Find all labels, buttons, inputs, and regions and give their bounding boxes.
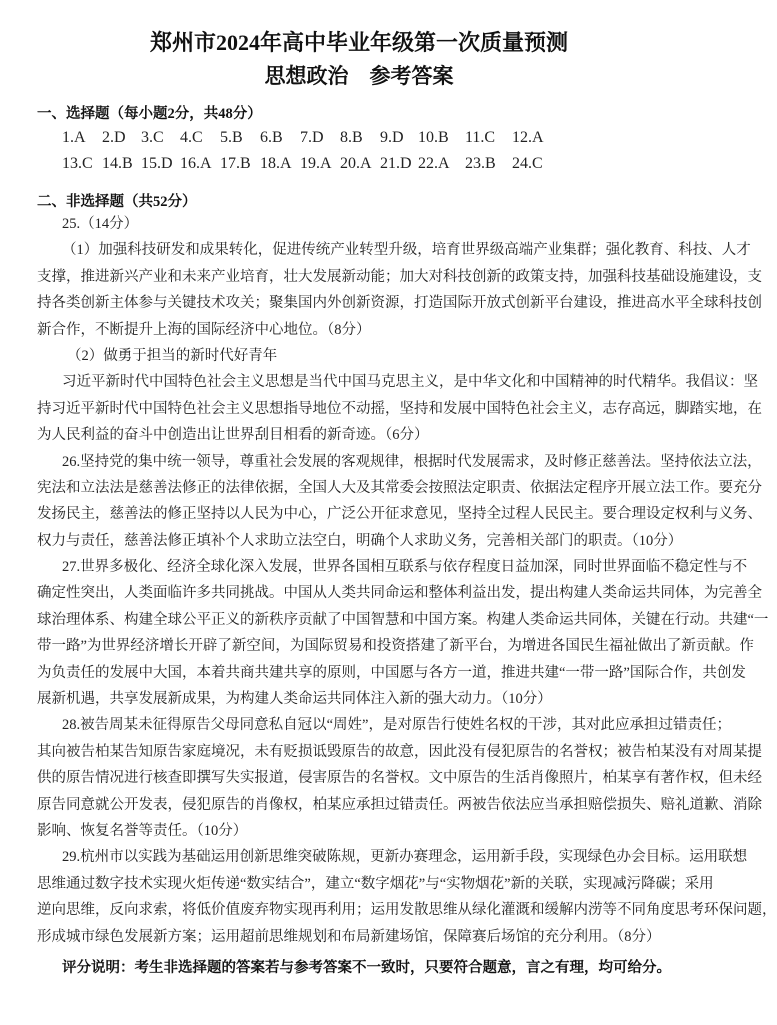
text-line: 球治理体系、构建全球公平正义的新秩序贡献了中国智慧和中国方案。构建人类命运共同体，关键在行动。共建“一 bbox=[37, 611, 769, 628]
answer-item: 19.A bbox=[300, 155, 332, 172]
text-line: 为人民利益的奋斗中创造出让世界刮目相看的新奇迹。（6分） bbox=[37, 427, 429, 444]
document-subtitle: 思想政治 参考答案 bbox=[264, 64, 454, 88]
answer-item: 5.B bbox=[220, 129, 243, 146]
text-line: 发扬民主，慈善法的修正坚持以人民为中心，广泛公开征求意见，坚持全过程人民民主。要合理设定权利与义务、 bbox=[37, 506, 762, 523]
text-line: 持各类创新主体参与关键技术攻关；聚集国内外创新资源，打造国际开放式创新平台建设，推进高水平全球科技创 bbox=[37, 295, 762, 312]
answer-item: 24.C bbox=[512, 155, 543, 172]
text-line: 权力与责任，慈善法修正填补个人求助立法空白，明确个人求助义务，完善相关部门的职责。（10分） bbox=[37, 532, 683, 549]
text-line: 展新机遇，共享发展新成果，为构建人类命运共同体注入新的强大动力。（10分） bbox=[37, 691, 552, 708]
text-line: 27.世界多极化、经济全球化深入发展，世界各国相互联系与依存程度日益加深，同时世界面临不稳定性与不 bbox=[62, 559, 748, 576]
answer-paragraph bbox=[37, 343, 694, 369]
answer-item: 3.C bbox=[141, 129, 164, 146]
answer-item: 16.A bbox=[180, 155, 212, 172]
answer-paragraph bbox=[37, 237, 762, 343]
text-line: 带一路”为世界经济增长开辟了新空间，为国际贸易和投资搭建了新平台，为增进各国民生福祉做出了新贡献。作 bbox=[37, 638, 754, 655]
text-line: 支撑，推进新兴产业和未来产业培育，壮大发展新动能；加大对科技创新的政策支持，加强科技基础设施建设，支 bbox=[37, 268, 762, 285]
text-line: 新合作，不断提升上海的国际经济中心地位。（8分） bbox=[37, 321, 371, 338]
text-line: 29.杭州市以实践为基础运用创新思维突破陈规，更新办赛理念，运用新手段，实现绿色办会目标。运用联想 bbox=[62, 849, 748, 866]
answer-paragraph bbox=[37, 449, 762, 555]
text-line: （1）加强科技研发和成果转化，促进传统产业转型升级，培育世界级高端产业集群；强化教育、科技、人才 bbox=[62, 242, 751, 259]
answer-item: 23.B bbox=[465, 155, 496, 172]
text-line: 原告同意就公开发表，侵犯原告的肖像权，柏某应承担过错责任。两被告依法应当承担赔偿损失、赔礼道歉、消除 bbox=[37, 796, 762, 813]
answer-item: 22.A bbox=[418, 155, 450, 172]
text-line: 其向被告柏某告知原告家庭境况，未有贬损诋毁原告的故意，因此没有侵犯原告的名誉权；被告柏某没有对周某提 bbox=[37, 743, 762, 760]
text-line: 习近平新时代中国特色社会主义思想是当代中国马克思主义，是中华文化和中国精神的时代精华。我倡议：坚 bbox=[62, 374, 758, 391]
answer-paragraph bbox=[37, 554, 769, 712]
text-line: 供的原告情况进行核查即撰写失实报道，侵害原告的名誉权。文中原告的生活肖像照片，柏某享有著作权，但未经 bbox=[37, 770, 762, 787]
answer-paragraph bbox=[37, 712, 762, 844]
text-line: 逆向思维，反向求索，将低价值废弃物实现再利用；运用发散思维从绿化灌溉和缓解内涝等不同角度思考环保问题， bbox=[37, 902, 777, 919]
open-question-answers bbox=[37, 211, 777, 950]
answer-item: 15.D bbox=[141, 155, 173, 172]
document-title: 郑州市2024年高中毕业年级第一次质量预测 bbox=[149, 30, 568, 55]
section-heading-open-questions: 二、非选择题（共52分） bbox=[37, 194, 197, 210]
answer-item: 2.D bbox=[102, 129, 126, 146]
text-line: 25.（14分） bbox=[62, 216, 139, 232]
answer-item: 6.B bbox=[260, 129, 283, 146]
answer-item: 11.C bbox=[465, 129, 496, 146]
answer-item: 7.D bbox=[300, 129, 324, 146]
text-line: （2）做勇于担当的新时代好青年 bbox=[67, 347, 278, 364]
answer-item: 4.C bbox=[180, 129, 203, 146]
answer-item: 13.C bbox=[62, 155, 93, 172]
text-line: 思维通过数字技术实现火炬传递“数实结合”，建立“数字烟花”与“实物烟花”新的关联，实现减污降碳；采用 bbox=[37, 875, 714, 892]
answer-item: 1.A bbox=[62, 129, 86, 146]
answer-item: 8.B bbox=[340, 129, 363, 146]
text-line: 影响、恢复名誉等责任。（10分） bbox=[37, 822, 248, 839]
text-line: 为负责任的发展中大国，本着共商共建共享的原则，中国愿与各方一道，推进共建“一带一路”国际合作，共创发 bbox=[37, 664, 746, 681]
answer-item: 21.D bbox=[380, 155, 412, 172]
answer-paragraph bbox=[37, 369, 762, 448]
answer-item: 10.B bbox=[418, 129, 449, 146]
text-line: 28.被告周某未征得原告父母同意私自冠以“周姓”，是对原告行使姓名权的干涉，其对此应承担过错责任； bbox=[62, 717, 731, 734]
answer-paragraph bbox=[37, 211, 694, 237]
text-line: 26.坚持党的集中统一领导，尊重社会发展的客观规律，根据时代发展需求，及时修正慈善法。坚持依法立法， bbox=[62, 453, 762, 470]
section-heading-multiple-choice: 一、选择题（每小题2分，共48分） bbox=[37, 106, 262, 122]
answer-item: 17.B bbox=[220, 155, 251, 172]
answer-item: 9.D bbox=[380, 129, 404, 146]
answer-item: 20.A bbox=[340, 155, 372, 172]
text-line: 宪法和立法法是慈善法修正的法律依据，全国人大及其常委会按照法定职责、依据法定程序开展立法工作。要充分 bbox=[37, 479, 762, 496]
answer-item: 12.A bbox=[512, 129, 544, 146]
grading-note: 评分说明：考生非选择题的答案若与参考答案不一致时，只要符合题意，言之有理，均可给分。 bbox=[62, 960, 671, 976]
text-line: 确定性突出，人类面临许多共同挑战。中国从人类共同命运和整体利益出发，提出构建人类命运共同体，为完善全 bbox=[37, 585, 762, 602]
text-line: 持习近平新时代中国特色社会主义思想指导地位不动摇，坚持和发展中国特色社会主义，志存高远，脚踏实地，在 bbox=[37, 400, 762, 417]
text-line: 形成城市绿色发展新方案；运用超前思维规划和布局新建场馆，保障赛后场馆的充分利用。（8分） bbox=[37, 928, 661, 945]
answer-paragraph bbox=[37, 844, 777, 950]
answer-item: 14.B bbox=[102, 155, 133, 172]
answer-item: 18.A bbox=[260, 155, 292, 172]
